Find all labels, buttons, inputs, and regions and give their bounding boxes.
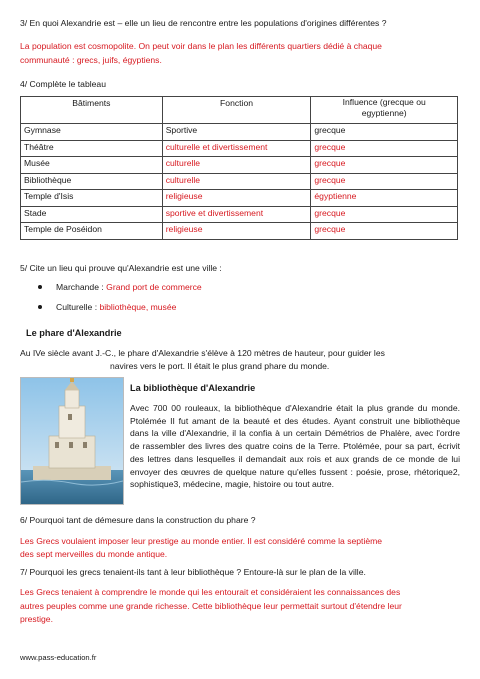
q3-question: 3/ En quoi Alexandrie est – elle un lieu de rencontre entre les populations d'origines différentes ?: [20, 18, 387, 28]
cell-batiment: Théâtre: [21, 140, 163, 157]
cell-batiment: Temple d'Isis: [21, 190, 163, 207]
cell-influence: grecque: [311, 124, 458, 141]
cell-batiment: Musée: [21, 157, 163, 174]
q6-answer-line2: des sept merveilles du monde antique.: [20, 549, 168, 559]
cell-batiment: Bibliothèque: [21, 173, 163, 190]
cell-batiment: Stade: [21, 206, 163, 223]
table-row: [21, 223, 458, 240]
cell-fonction: sportive et divertissement: [162, 206, 311, 223]
item-label: Marchande :: [56, 282, 107, 292]
footer-url[interactable]: www.pass-education.fr: [20, 653, 97, 662]
bibliotheque-text: Avec 700 00 rouleaux, la bibliothèque d'Alexandrie était la plus grande du monde. Ptolémée II fut amant de la beauté et des études. Ayant construit une bibliothèque dans la ville d'Alexandrie, il la confia à un certain Démétrios de Phalère, avec l'ordre de rassembler des livres des quatre coins de la Terre. Ptolémée, pour sa part, écrivit des lettres dans lesquelles il demandait aux rois et aux grands de ce monde de lui envoyer des œuvres de quelque nature qu'elles fussent : poésie, prose, rhétorique2, sophistique3, médecine, magie, histoire ou tout autre.: [130, 403, 460, 490]
cell-fonction: religieuse: [162, 223, 311, 240]
cell-batiment: Gymnase: [21, 124, 163, 141]
q4-question: 4/ Complète le tableau: [20, 79, 106, 89]
cell-fonction: culturelle: [162, 173, 311, 190]
q3-answer-line2: communauté : grecs, juifs, égyptiens.: [20, 55, 162, 65]
list-item: [34, 277, 202, 297]
header-influence: Influence (grecque ou egyptienne): [311, 97, 458, 124]
phare-line1: Au IVe siècle avant J.-C., le phare d'Alexandrie s'élève à 120 mètres de hauteur, pour guider les: [20, 348, 385, 358]
cell-influence: égyptienne: [311, 190, 458, 207]
buildings-table: [20, 96, 458, 240]
cell-batiment: Temple de Poséidon: [21, 223, 163, 240]
table-header-row: [21, 97, 458, 124]
bullet-icon: [38, 305, 42, 309]
q5-list: [34, 277, 202, 317]
bullet-icon: [38, 285, 42, 289]
cell-fonction: culturelle: [162, 157, 311, 174]
cell-influence: grecque: [311, 173, 458, 190]
lighthouse-image: [20, 377, 124, 505]
table-row: [21, 157, 458, 174]
cell-influence: grecque: [311, 140, 458, 157]
q7-answer-line3: prestige.: [20, 614, 53, 624]
item-answer: bibliothèque, musée: [99, 302, 177, 312]
q3-answer-line1: La population est cosmopolite. On peut voir dans le plan les différents quartiers dédié à chaque: [20, 41, 382, 51]
cell-influence: grecque: [311, 223, 458, 240]
phare-line2: navires vers le port. Il était le plus grand phare du monde.: [110, 361, 330, 371]
table-row: [21, 124, 458, 141]
lighthouse-illustration: [21, 378, 123, 504]
cell-fonction: Sportive: [162, 124, 311, 141]
q6-question: 6/ Pourquoi tant de démesure dans la construction du phare ?: [20, 515, 256, 525]
cell-influence: grecque: [311, 157, 458, 174]
cell-influence: grecque: [311, 206, 458, 223]
header-fonction: Fonction: [162, 97, 311, 124]
q7-answer-line2: autres peuples comme une grande richesse. Cette bibliothèque leur permettait surtout d'étendre leur: [20, 601, 402, 611]
q5-question: 5/ Cite un lieu qui prouve qu'Alexandrie est une ville :: [20, 263, 222, 273]
q6-answer-line1: Les Grecs voulaient imposer leur prestige au monde entier. Il est considéré comme la septième: [20, 536, 383, 546]
table-row: [21, 206, 458, 223]
table-row: [21, 173, 458, 190]
table-row: [21, 140, 458, 157]
cell-fonction: religieuse: [162, 190, 311, 207]
phare-title: Le phare d'Alexandrie: [26, 328, 122, 338]
cell-fonction: culturelle et divertissement: [162, 140, 311, 157]
item-label: Culturelle :: [56, 302, 100, 312]
list-item: [34, 297, 202, 317]
q7-question: 7/ Pourquoi les grecs tenaient-ils tant à leur bibliothèque ? Entoure-là sur le plan de la ville.: [20, 567, 366, 577]
item-answer: Grand port de commerce: [106, 282, 202, 292]
q7-answer-line1: Les Grecs tenaient à comprendre le monde qui les entourait et considéraient les connaissances des: [20, 587, 401, 597]
table-row: [21, 190, 458, 207]
header-batiments: Bâtiments: [21, 97, 163, 124]
bibliotheque-title: La bibliothèque d'Alexandrie: [130, 383, 256, 393]
